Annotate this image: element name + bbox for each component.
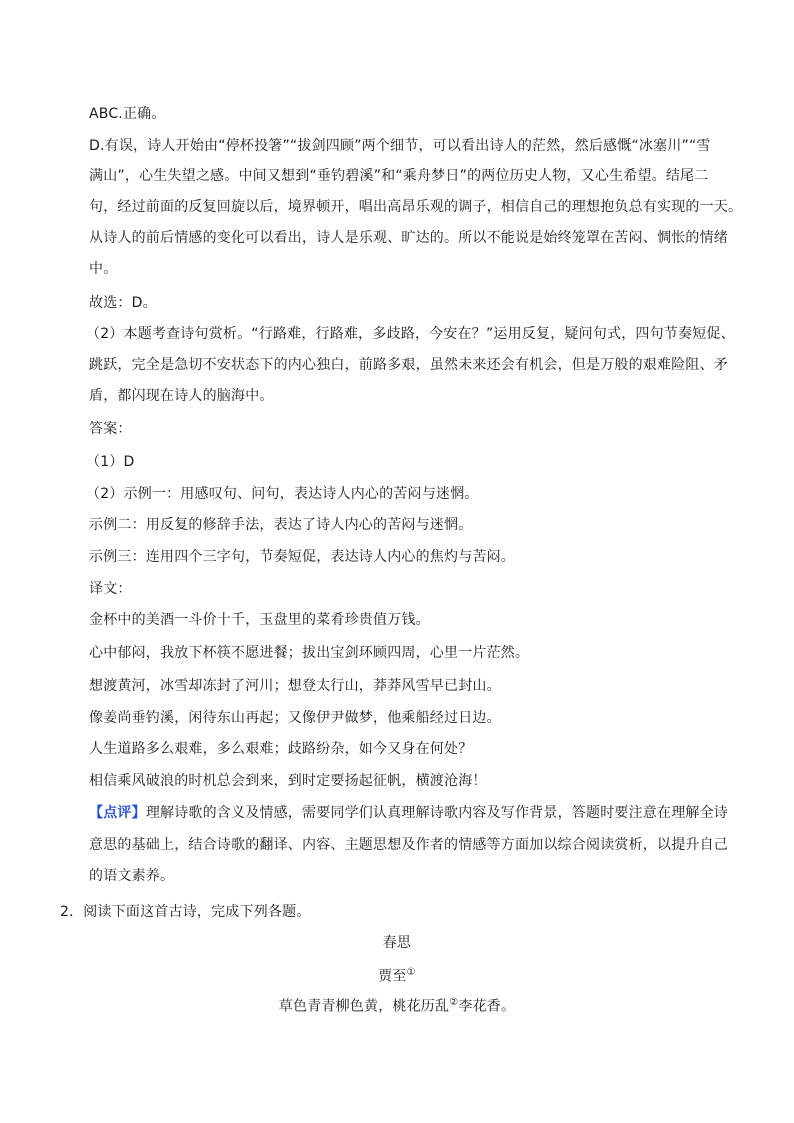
- text-line: D.有误，诗人开始由“停杯投箸”“拔剑四顾”两个细节，可以看出诗人的茫然，然后感慨“冰塞川”“雪: [89, 138, 711, 154]
- text-line: 示例二：用反复的修辞手法，表达了诗人内心的苦闷与迷惘。: [89, 517, 473, 533]
- text-line: 人生道路多么艰难，多么艰难；歧路纷杂，如今又身在何处？: [89, 741, 473, 757]
- text-line: 译文：: [89, 581, 132, 597]
- footnote-marker: ②: [449, 997, 459, 1008]
- text-line: 故选：D。: [89, 295, 157, 311]
- comment-line: [89, 803, 728, 823]
- text-line: 相信乘风破浪的时机总会到来，到时定要扬起征帆，横渡沧海！: [89, 773, 487, 789]
- question-heading: 2．阅读下面这首古诗，完成下列各题。: [60, 904, 311, 920]
- text-line: 中。: [89, 261, 118, 277]
- text-line: 心中郁闷，我放下杯筷不愿进餐；拔出宝剑环顾四周，心里一片茫然。: [89, 645, 530, 661]
- text-line: 金杯中的美酒一斗价十千，玉盘里的菜肴珍贵值万钱。: [89, 612, 430, 628]
- footnote-marker: ①: [406, 967, 416, 978]
- comment-line: 意思的基础上，结合诗歌的翻译、内容、主题思想及作者的情感等方面加以综合阅读赏析，以提升自己: [89, 837, 728, 853]
- poem-line: 草色青青柳色黄，桃花历乱②李花香。: [278, 997, 516, 1015]
- text-line: （1）D: [86, 454, 135, 470]
- comment-text: 理解诗歌的含义及情感，需要同学们认真理解诗歌内容及写作背景，答题时要注意在理解全诗: [145, 805, 729, 821]
- poem-author: 贾至①: [378, 967, 416, 985]
- text-line: 想渡黄河，冰雪却冻封了河川；想登太行山，莽莽风雪早已封山。: [89, 678, 501, 694]
- text-line: 示例三：连用四个三字句，节奏短促，表达诗人内心的焦灼与苦闷。: [89, 549, 515, 565]
- text-line: （2）示例一：用感叹句、问句，表达诗人内心的苦闷与迷惘。: [86, 486, 479, 502]
- text-line: （2）本题考查诗句赏析。“行路难，行路难，多歧路，今安在？”运用反复，疑问句式，四句节奏短促、: [86, 326, 735, 342]
- comment-tag: 【点评】: [89, 805, 146, 821]
- text-line: 盾，都闪现在诗人的脑海中。: [89, 388, 274, 404]
- text-line: 像姜尚垂钓溪，闲待东山再起；又像伊尹做梦，他乘船经过日边。: [89, 710, 501, 726]
- text-line: ABC.正确。: [89, 106, 166, 122]
- text-line: 句，经过前面的反复回旋以后，境界顿开，唱出高昂乐观的调子，相信自己的理想抱负总有实现的一天。: [89, 199, 743, 215]
- text-line: 答案：: [89, 421, 132, 437]
- text-line: 满山”，心生失望之感。中间又想到“垂钓碧溪”和“乘舟梦日”的两位历史人物，又心生希望。结尾二: [89, 168, 709, 184]
- poem-title: 春思: [382, 935, 412, 951]
- text-line: 跳跃，完全是急切不安状态下的内心独白，前路多艰，虽然未来还会有机会，但是万般的艰难险阻、矛: [89, 357, 728, 373]
- text-line: 从诗人的前后情感的变化可以看出，诗人是乐观、旷达的。所以不能说是始终笼罩在苦闷、惆怅的情绪: [89, 230, 728, 246]
- comment-line: 的语文素养。: [89, 868, 175, 884]
